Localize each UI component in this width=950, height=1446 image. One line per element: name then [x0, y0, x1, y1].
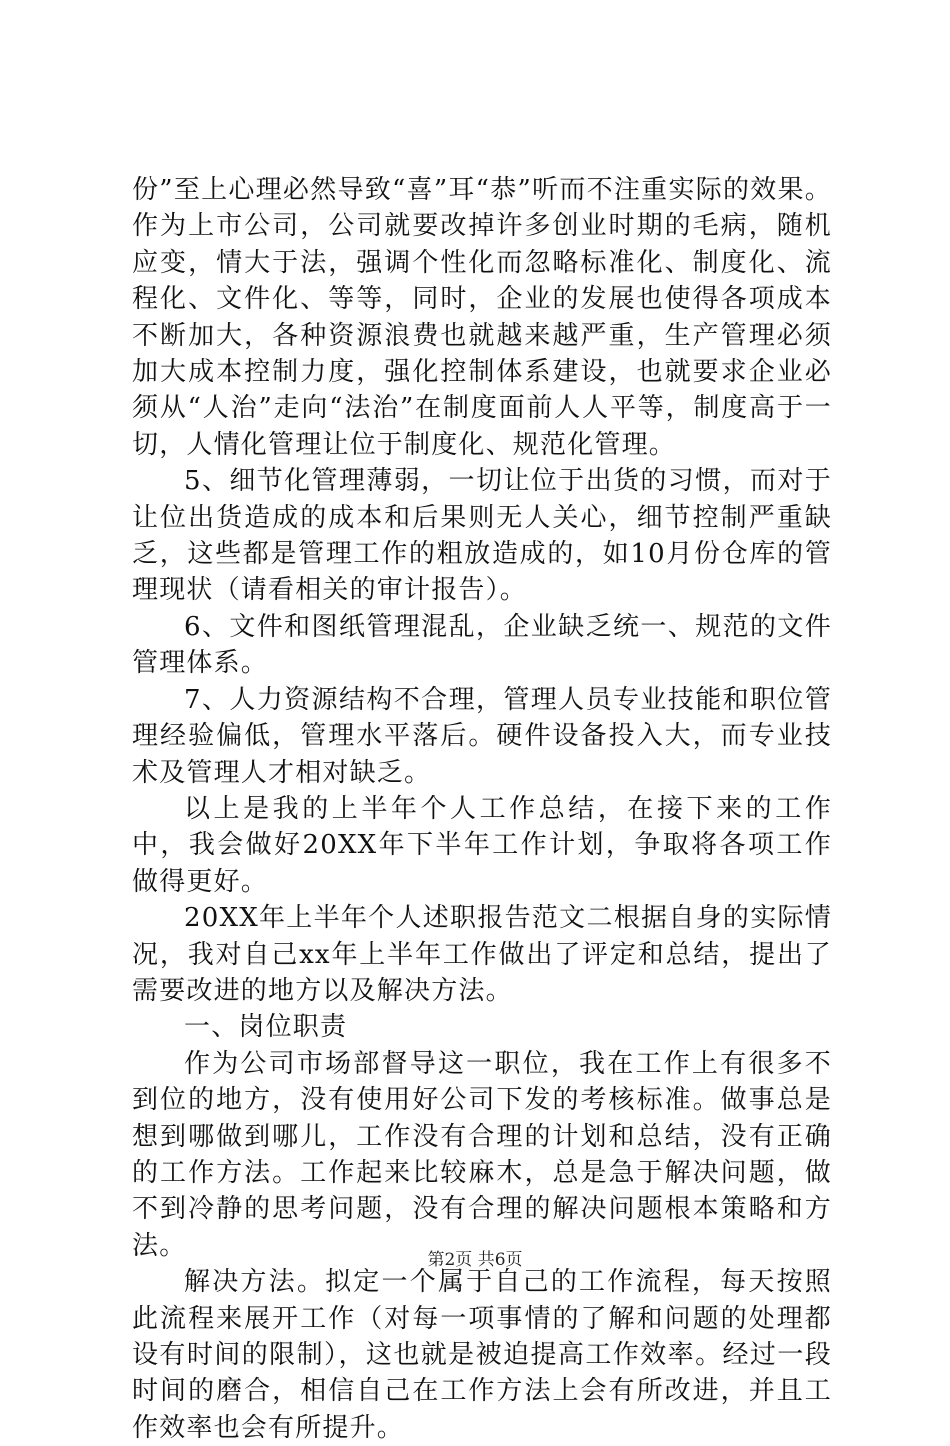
- paragraph-job-duties: 作为公司市场部督导这一职位，我在工作上有很多不到位的地方，没有使用好公司下发的考核标准。做事总是想到哪做到哪儿，工作没有合理的计划和总结，没有正确的工作方法。工作起来比较麻木，总是急于解决问题，做不到冷静的思考问题，没有合理的解决问题根本策略和方法。: [132, 1048, 832, 1261]
- paragraph-item-6: 6、文件和图纸管理混乱，企业缺乏统一、规范的文件管理体系。: [132, 611, 832, 679]
- paragraph-item-5: 5、细节化管理薄弱，一切让位于出货的习惯，而对于让位出货造成的成本和后果则无人关心，细节控制严重缺乏，这些都是管理工作的粗放造成的，如10月份仓库的管理现状（请看相关的审计报告）。: [132, 466, 832, 606]
- paragraph-report-intro: 20XX年上半年个人述职报告范文二根据自身的实际情况，我对自己xx年上半年工作做出了评定和总结，提出了需要改进的地方以及解决方法。: [132, 903, 832, 1006]
- paragraph-continuation: 份”至上心理必然导致“喜”耳“恭”听而不注重实际的效果。作为上市公司，公司就要改掉许多创业时期的毛病，随机应变，情大于法，强调个性化而忽略标准化、制度化、流程化、文件化、等等，同时，企业的发展也使得各项成本不断加大，各种资源浪费也就越来越严重，生产管理必须加大成本控制力度，强化控制体系建设，也就要求企业必须从“人治”走向“法治”在制度面前人人平等，制度高于一切，人情化管理让位于制度化、规范化管理。: [132, 175, 832, 460]
- paragraph-summary: 以上是我的上半年个人工作总结，在接下来的工作中，我会做好20XX年下半年工作计划，争取将各项工作做得更好。: [132, 793, 832, 897]
- paragraph-solution: 解决方法。拟定一个属于自己的工作流程，每天按照此流程来展开工作（对每一项事情的了解和问题的处理都设有时间的限制），这也就是被迫提高工作效率。经过一段时间的磨合，相信自己在工作方法上会有所改进，并且工作效率也会有所提升。: [132, 1267, 832, 1443]
- paragraph-item-7: 7、人力资源结构不合理，管理人员专业技能和职位管理经验偏低，管理水平落后。硬件设备投入大，而专业技术及管理人才相对缺乏。: [132, 684, 832, 788]
- page-number-footer: 第2页 共6页: [427, 1250, 523, 1270]
- section-heading-job-duties: 一、岗位职责: [184, 1012, 348, 1043]
